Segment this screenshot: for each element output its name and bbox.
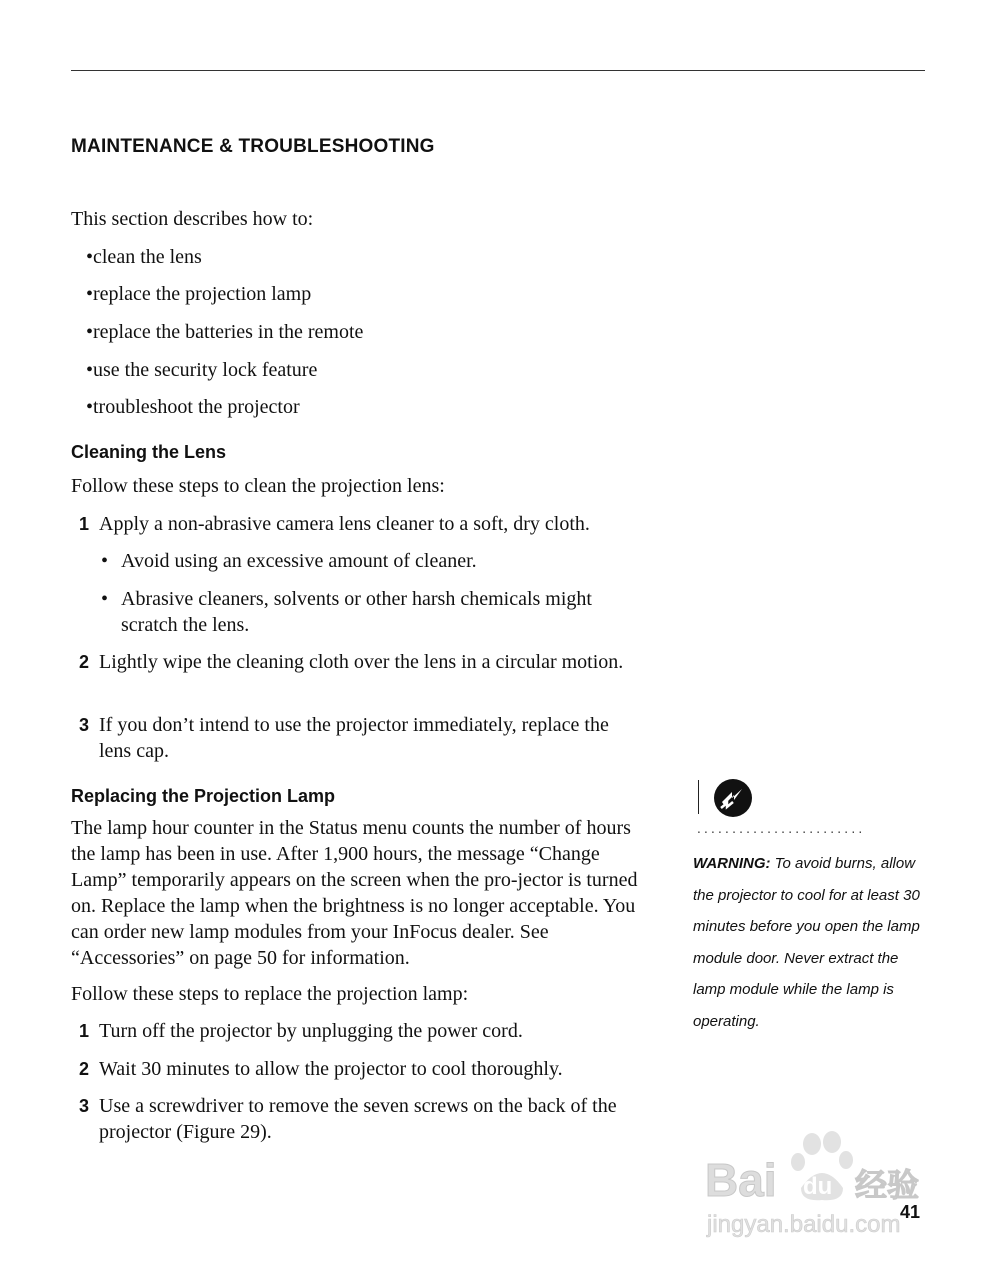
baidu-watermark-logo — [705, 1130, 935, 1240]
step-text: Wait 30 minutes to allow the projector to cool thoroughly. — [99, 1058, 563, 1080]
step-text: Lightly wipe the cleaning cloth over the lens in a circular motion. — [99, 651, 624, 673]
step-text: If you don’t intend to use the projector immediately, replace the lens cap. — [99, 714, 609, 762]
warning-lightning-icon — [713, 778, 753, 818]
lamp-paragraph: The lamp hour counter in the Status menu counts the number of hours the lamp has been in use. After 1,900 hours, the message “Change Lamp” temporarily appears on the screen when the pro-jector is turned on. Replace the lamp when the brightness is no longer acceptable. You can order new lamp modules from your InFocus dealer. See “Accessories” on page 50 for information. — [71, 817, 638, 969]
svg-text:jingyan.baidu.com: jingyan.baidu.com — [707, 1211, 901, 1238]
cleaning-sub-bullet-1 — [101, 548, 646, 574]
warning-label: WARNING: — [693, 855, 771, 872]
sidebar-dots: ........................ — [697, 822, 866, 836]
header-rule — [71, 70, 925, 71]
bullet-glyph: • — [101, 588, 109, 610]
sub-bullet-text: Abrasive cleaners, solvents or other harsh chemicals might scratch the lens. — [121, 588, 592, 636]
cleaning-step-2 — [71, 649, 646, 675]
step-text: Use a screwdriver to remove the seven screws on the back of the projector (Figure 29). — [99, 1095, 617, 1143]
warning-text: To avoid burns, allow the projector to cool for at least 30 minutes before you open the lamp module door. Never extract the lamp module while the lamp is operating. — [693, 855, 920, 1030]
lamp-step-2 — [71, 1056, 646, 1082]
sidebar-rule — [698, 780, 699, 814]
intro-bullet: •replace the batteries in the remote — [86, 321, 364, 343]
step-number: 3 — [79, 715, 90, 735]
cleaning-lead: Follow these steps to clean the projection lens: — [71, 475, 445, 497]
svg-text:Bai: Bai — [705, 1154, 777, 1206]
page-number: 41 — [900, 1202, 921, 1222]
cleaning-step-3 — [71, 712, 646, 764]
step-number: 3 — [79, 1096, 90, 1116]
step-text: Turn off the projector by unplugging the power cord. — [99, 1020, 523, 1042]
intro-bullet: •use the security lock feature — [86, 359, 318, 381]
bullet-glyph: • — [101, 550, 109, 572]
step-number: 2 — [79, 652, 90, 672]
intro-bullet: •troubleshoot the projector — [86, 396, 300, 418]
lamp-heading: Replacing the Projection Lamp — [71, 786, 336, 806]
section-title: MAINTENANCE & TROUBLESHOOTING — [71, 136, 435, 157]
intro-text: This section describes how to: — [71, 208, 314, 230]
step-text: Apply a non-abrasive camera lens cleaner to a soft, dry cloth. — [99, 513, 590, 535]
warning-note — [693, 848, 928, 1038]
intro-bullet: •replace the projection lamp — [86, 283, 312, 305]
lamp-lead: Follow these steps to replace the projection lamp: — [71, 983, 469, 1005]
step-number: 1 — [79, 1021, 90, 1041]
cleaning-step-1 — [71, 511, 646, 537]
cleaning-sub-bullet-2 — [101, 586, 646, 638]
svg-text:经验: 经验 — [855, 1167, 920, 1203]
step-number: 2 — [79, 1059, 90, 1079]
svg-text:du: du — [803, 1173, 833, 1200]
lamp-step-3 — [71, 1093, 646, 1145]
cleaning-heading: Cleaning the Lens — [71, 442, 227, 462]
step-number: 1 — [79, 514, 90, 534]
intro-bullet: •clean the lens — [86, 246, 202, 268]
lamp-step-1 — [71, 1018, 646, 1044]
sub-bullet-text: Avoid using an excessive amount of cleaner. — [121, 550, 477, 572]
